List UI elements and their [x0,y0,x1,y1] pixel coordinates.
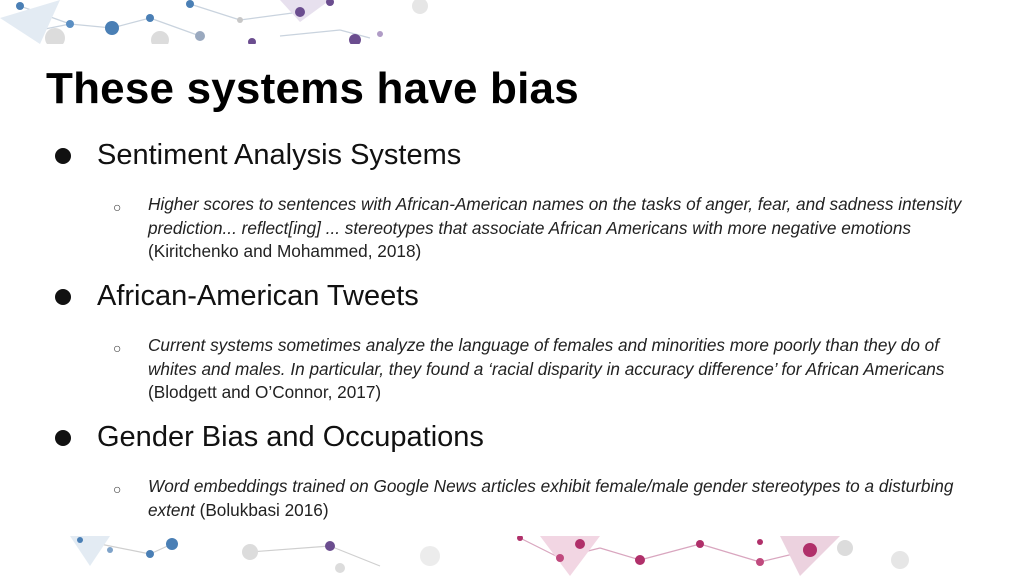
hollow-bullet-icon: ○ [113,199,122,215]
top-network-decoration [0,0,1024,44]
hollow-bullet-icon: ○ [113,340,122,356]
citation-text: (Blodgett and O’Connor, 2017) [148,382,382,402]
quote-text: Higher scores to sentences with African-American names on the tasks of anger, fear, and sadness intensity prediction... reflect[ing] ... stereotypes that associate African Americans with more negative emotions [148,194,962,238]
bullet-heading: Gender Bias and Occupations [97,421,484,453]
bullet-dot-icon [55,148,71,164]
bottom-network-decoration [0,536,1024,576]
sub-bullet-african-american-tweets [113,334,963,405]
slide-title: These systems have bias [46,64,579,113]
bullet-african-american-tweets [55,280,419,313]
bullet-sentiment-analysis [55,139,461,172]
sub-bullet-gender-bias [113,475,963,522]
hollow-bullet-icon: ○ [113,481,122,497]
quote-text: Current systems sometimes analyze the language of females and minorities more poorly than they do of whites and males. In particular, they found a ‘racial disparity in accuracy difference’ for African Americans [148,335,945,379]
bullet-heading: African-American Tweets [97,280,419,312]
bullet-gender-bias [55,421,484,454]
quote-text: Word embeddings trained on Google News articles exhibit female/male gender stereotypes to a disturbing extent [148,476,954,520]
citation-text: (Bolukbasi 2016) [194,499,329,520]
bullet-heading: Sentiment Analysis Systems [97,139,462,171]
bullet-dot-icon [55,289,71,305]
bullet-dot-icon [55,430,71,446]
sub-bullet-sentiment-analysis [113,193,963,264]
citation-text: (Kiritchenko and Mohammed, 2018) [148,241,422,261]
